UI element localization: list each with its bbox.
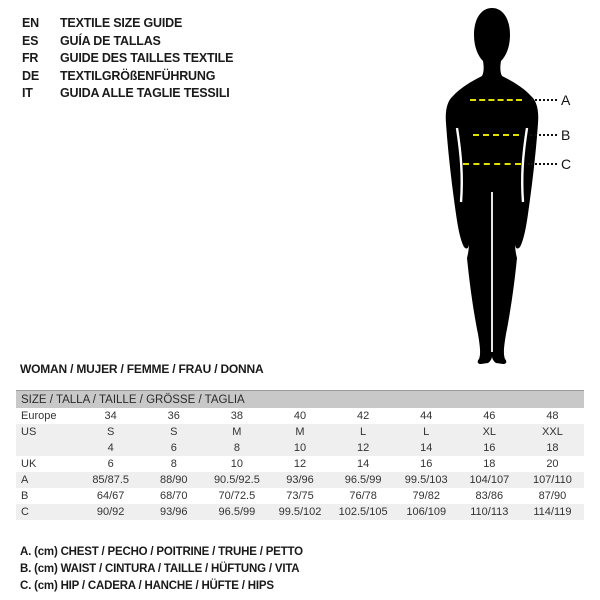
cell: L — [395, 424, 458, 440]
cell: 18 — [483, 458, 496, 470]
row-label: US — [16, 424, 79, 440]
cell: 90.5/92.5 — [205, 472, 268, 488]
size-table-header: SIZE / TALLA / TAILLE / GRÖSSE / TAGLIA — [16, 391, 584, 409]
cell: 76/78 — [349, 490, 377, 502]
lang-label: GUIDA ALLE TAGLIE TESSILI — [60, 86, 230, 101]
cell: 6 — [107, 458, 114, 470]
table-row-uk — [16, 456, 584, 472]
cell: M — [205, 424, 268, 440]
lang-row-en — [22, 15, 233, 33]
cell: 87/90 — [538, 490, 567, 502]
chest-connector-line — [531, 99, 557, 101]
cell: 68/70 — [160, 490, 188, 502]
legend-hip: C. (cm) HIP / CADERA / HANCHE / HÜFTE / HIPS — [20, 580, 274, 592]
table-row-europe — [16, 408, 584, 424]
cell: 38 — [230, 410, 243, 422]
cell: L — [332, 424, 395, 440]
cell: 36 — [167, 410, 180, 422]
cell: 16 — [458, 440, 521, 456]
cell: 106/109 — [395, 504, 458, 520]
lang-row-it — [22, 85, 233, 103]
cell: 16 — [420, 458, 433, 470]
marker-a: A — [561, 92, 571, 108]
lang-code: IT — [22, 86, 33, 101]
lang-label: TEXTILGRÖßENFÜHRUNG — [60, 68, 216, 83]
legend-chest: A. (cm) CHEST / PECHO / POITRINE / TRUHE / PETTO — [20, 546, 303, 558]
cell: 46 — [483, 410, 496, 422]
waist-measure-line — [473, 134, 519, 136]
row-label: UK — [21, 458, 37, 470]
row-label: A — [16, 472, 79, 488]
cell: 99.5/103 — [395, 472, 458, 488]
section-title-woman: WOMAN / MUJER / FEMME / FRAU / DONNA — [20, 362, 264, 376]
cell: 14 — [356, 458, 370, 470]
cell: 10 — [268, 440, 331, 456]
lang-label: TEXTILE SIZE GUIDE — [60, 16, 183, 30]
size-table — [16, 390, 584, 520]
size-table-header-row — [16, 391, 584, 409]
cell: S — [142, 424, 205, 440]
cell: 6 — [142, 440, 205, 456]
legend-waist: B. (cm) WAIST / CINTURA / TAILLE / HÜFTUNG / VITA — [20, 563, 300, 575]
cell: 20 — [546, 458, 559, 470]
marker-b: B — [561, 127, 571, 143]
cell: 85/87.5 — [79, 472, 142, 488]
cell: 42 — [356, 410, 370, 422]
cell: 12 — [293, 458, 307, 470]
cell: 14 — [395, 440, 458, 456]
cell: 8 — [170, 458, 177, 470]
cell: 12 — [332, 440, 395, 456]
cell: 102.5/105 — [332, 504, 395, 520]
cell: M — [268, 424, 331, 440]
cell: 48 — [546, 410, 559, 422]
cell: 90/92 — [79, 504, 142, 520]
lang-label: GUIDE DES TAILLES TEXTILE — [60, 51, 234, 66]
cell: 93/96 — [268, 472, 331, 488]
table-row-us-letter — [16, 424, 584, 440]
cell: S — [79, 424, 142, 440]
cell: 4 — [79, 440, 142, 456]
hip-measure-line — [463, 163, 521, 165]
cell: XXL — [521, 424, 584, 440]
lang-label: GUÍA DE TALLAS — [60, 33, 161, 48]
cell: 110/113 — [458, 504, 521, 520]
cell: 107/110 — [521, 472, 584, 488]
chest-measure-line — [470, 99, 522, 101]
language-title-list — [22, 15, 233, 103]
cell: 79/82 — [412, 490, 440, 502]
cell: 10 — [230, 458, 243, 470]
cell: 70/72.5 — [218, 490, 256, 502]
measurement-figure — [412, 6, 572, 368]
cell: 64/67 — [96, 490, 125, 502]
table-row-hip-c — [16, 504, 584, 520]
cell: 99.5/102 — [268, 504, 331, 520]
marker-c: C — [561, 156, 572, 172]
cell: 93/96 — [142, 504, 205, 520]
lang-code: EN — [22, 16, 39, 30]
row-label: C — [16, 504, 79, 520]
row-label — [16, 440, 79, 456]
measurement-legend — [20, 544, 303, 595]
cell: 114/119 — [521, 504, 584, 520]
woman-silhouette — [412, 6, 572, 368]
cell: 96.5/99 — [205, 504, 268, 520]
table-row-us-numeric — [16, 440, 584, 456]
cell: 73/75 — [286, 490, 314, 502]
cell: 40 — [293, 410, 307, 422]
cell: 44 — [420, 410, 433, 422]
lang-row-fr — [22, 50, 233, 68]
lang-row-de — [22, 68, 233, 86]
cell: XL — [458, 424, 521, 440]
lang-code: ES — [22, 33, 39, 48]
cell: 8 — [205, 440, 268, 456]
lang-code: FR — [22, 51, 39, 66]
waist-connector-line — [530, 134, 557, 136]
lang-code: DE — [22, 68, 39, 83]
row-label: Europe — [21, 410, 57, 422]
cell: 18 — [521, 440, 584, 456]
cell: 83/86 — [475, 490, 504, 502]
cell: 96.5/99 — [332, 472, 395, 488]
lang-row-es — [22, 33, 233, 51]
table-row-waist-b — [16, 488, 584, 504]
hip-connector-line — [528, 163, 557, 165]
table-row-chest-a — [16, 472, 584, 488]
cell: 34 — [104, 410, 117, 422]
row-label: B — [21, 490, 29, 502]
cell: 104/107 — [458, 472, 521, 488]
cell: 88/90 — [142, 472, 205, 488]
